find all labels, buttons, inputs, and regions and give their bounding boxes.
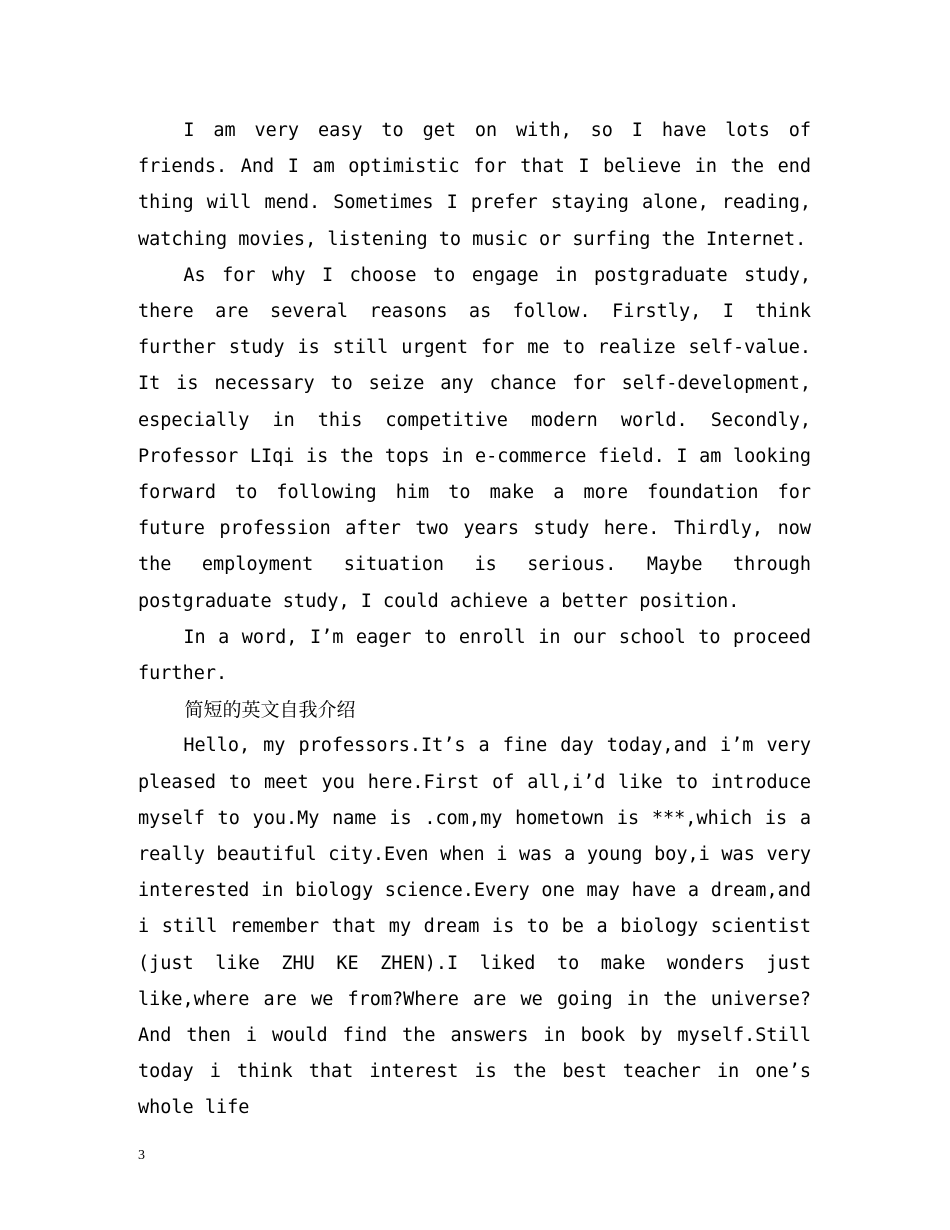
section-heading: 简短的英文自我介绍 [184, 699, 356, 722]
document-body [138, 113, 811, 1127]
paragraph-study-reasons: As for why I choose to engage in postgraduate study, there are several reasons as follow. Firstly, I think further study is still urgent for me to realize self-value. It is necessary to seize any chance for self-development, especially in this competitive modern world. Secondly, Professor LIqi is the tops in e-commerce field. I am looking forward to following him to make a more foundation for future profession after two years study here. Thirdly, now the employment situation is serious. Maybe through postgraduate study, I could achieve a better position. [138, 264, 811, 612]
paragraph-conclusion: In a word, I’m eager to enroll in our school to proceed further. [138, 626, 811, 685]
page-number: 3 [138, 1148, 145, 1163]
paragraph-personality: I am very easy to get on with, so I have lots of friends. And I am optimistic for that I believe in the end thing will mend. Sometimes I prefer staying alone, reading, watching movies, listening to music or surfing the Internet. [138, 120, 811, 250]
paragraph-self-introduction: Hello, my professors.It’s a fine day today,and i’m very pleased to meet you here.First of all,i’d like to introduce myself to you.My name is .com,my hometown is ***,which is a really beautiful city.Even when i was a young boy,i was very interested in biology science.Every one may have a dream,and i still remember that my dream is to be a biology scientist (just like ZHU KE ZHEN).I liked to make wonders just like,where are we from?Where are we going in the universe?And then i would find the answers in book by myself.Still today i think that interest is the best teacher in one’s whole life [138, 735, 811, 1119]
